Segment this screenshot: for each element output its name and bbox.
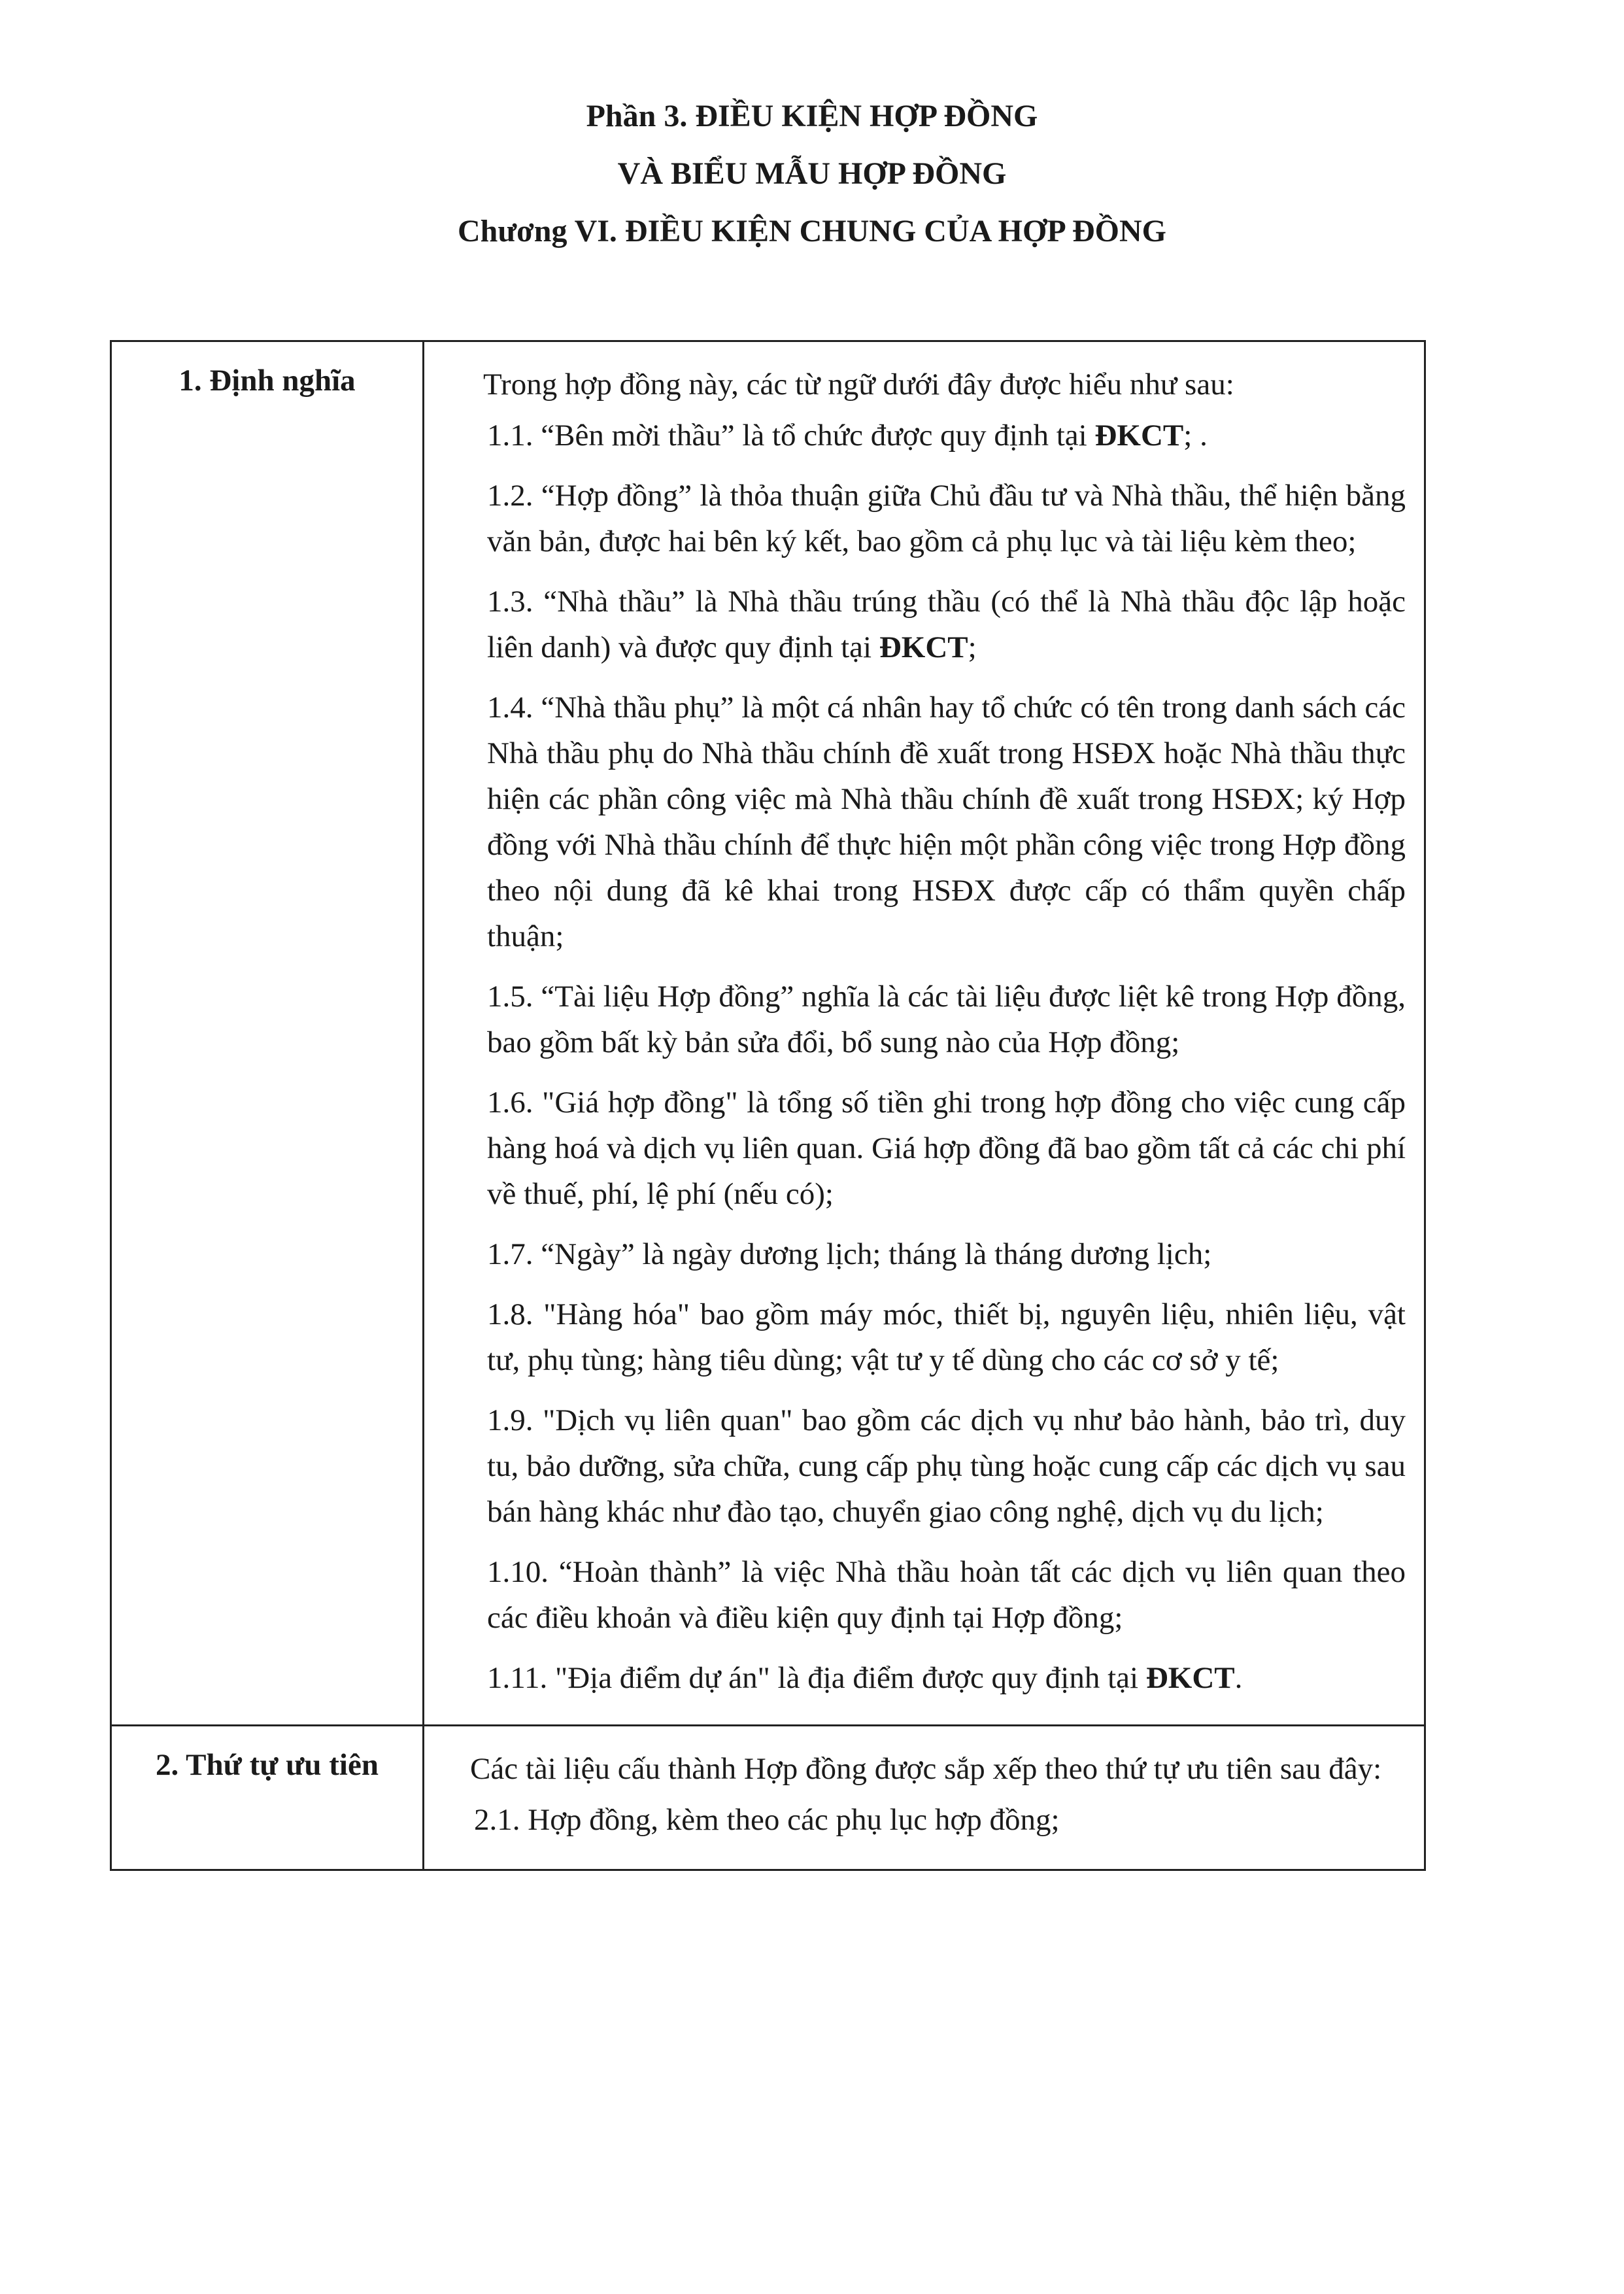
definition-item: 1.4. “Nhà thầu phụ” là một cá nhân hay tổ chức có tên trong danh sách các Nhà thầu phụ do Nhà thầu chính đề xuất trong HSĐX hoặc Nhà thầu thực hiện các phần công việc mà Nhà thầu chính đề xuất trong HSĐX; ký Hợp đồng với Nhà thầu chính để thực hiện một phần công việc trong Hợp đồng theo nội dung đã kê khai trong HSĐX được cấp có thẩm quyền chấp thuận; xyxy=(487,691,1406,953)
dkct-reference: ĐKCT xyxy=(879,630,968,664)
dkct-reference: ĐKCT xyxy=(1145,1661,1235,1695)
definition-item: 1.9. "Dịch vụ liên quan" bao gồm các dịch vụ như bảo hành, bảo trì, duy tu, bảo dưỡng, sửa chữa, cung cấp phụ tùng hoặc cung cấp các dịch vụ sau bán hàng khác như đào tạo, chuyển giao công nghệ, dịch vụ du lịch; xyxy=(487,1403,1406,1529)
section-intro: Các tài liệu cấu thành Hợp đồng được sắp xếp theo thứ tự ưu tiên sau đây: xyxy=(470,1752,1382,1786)
dkct-reference: ĐKCT xyxy=(1094,419,1184,453)
definition-item: 1.7. “Ngày” là ngày dương lịch; tháng là tháng dương lịch; xyxy=(487,1237,1212,1271)
definition-item: 1.10. “Hoàn thành” là việc Nhà thầu hoàn tất các dịch vụ liên quan theo các điều khoản và điều kiện quy định tại Hợp đồng; xyxy=(487,1555,1406,1635)
definition-item: 1.3. “Nhà thầu” là Nhà thầu trúng thầu (có thể là Nhà thầu độc lập hoặc liên danh) và được quy định tại ĐKCT; xyxy=(487,585,1406,664)
section-intro: Trong hợp đồng này, các từ ngữ dưới đây được hiểu như sau: xyxy=(483,368,1234,402)
section-label: 1. Định nghĩa xyxy=(111,341,424,1726)
definition-item: 1.5. “Tài liệu Hợp đồng” nghĩa là các tài liệu được liệt kê trong Hợp đồng, bao gồm bất kỳ bản sửa đổi, bổ sung nào của Hợp đồng; xyxy=(487,980,1406,1059)
table-row xyxy=(111,341,1425,1726)
definition-item: 1.1. “Bên mời thầu” là tổ chức được quy định tại ĐKCT; . xyxy=(487,419,1208,453)
table-row xyxy=(111,1726,1425,1870)
chapter-heading: Chương VI. ĐIỀU KIỆN CHUNG CỦA HỢP ĐỒNG xyxy=(458,214,1166,248)
definition-item: 1.2. “Hợp đồng” là thỏa thuận giữa Chủ đầu tư và Nhà thầu, thể hiện bằng văn bản, được hai bên ký kết, bao gồm cả phụ lục và tài liệu kèm theo; xyxy=(487,479,1406,558)
part-heading: Phần 3. ĐIỀU KIỆN HỢP ĐỒNG xyxy=(586,99,1038,133)
section-content xyxy=(424,1726,1425,1870)
definition-item: 1.11. "Địa điểm dự án" là địa điểm được quy định tại ĐKCT. xyxy=(487,1661,1243,1695)
definition-item: 1.8. "Hàng hóa" bao gồm máy móc, thiết bị, nguyên liệu, nhiên liệu, vật tư, phụ tùng; hàng tiêu dùng; vật tư y tế dùng cho các cơ sở y tế; xyxy=(487,1297,1406,1377)
part-subheading: VÀ BIỂU MẪU HỢP ĐỒNG xyxy=(617,156,1007,191)
section-label: 2. Thứ tự ưu tiên xyxy=(111,1726,424,1870)
section-content xyxy=(424,341,1425,1726)
conditions-table xyxy=(110,340,1426,1871)
definition-item: 1.6. "Giá hợp đồng" là tổng số tiền ghi trong hợp đồng cho việc cung cấp hàng hoá và dịch vụ liên quan. Giá hợp đồng đã bao gồm tất cả các chi phí về thuế, phí, lệ phí (nếu có); xyxy=(487,1086,1406,1211)
priority-item: 2.1. Hợp đồng, kèm theo các phụ lục hợp đồng; xyxy=(474,1803,1060,1837)
